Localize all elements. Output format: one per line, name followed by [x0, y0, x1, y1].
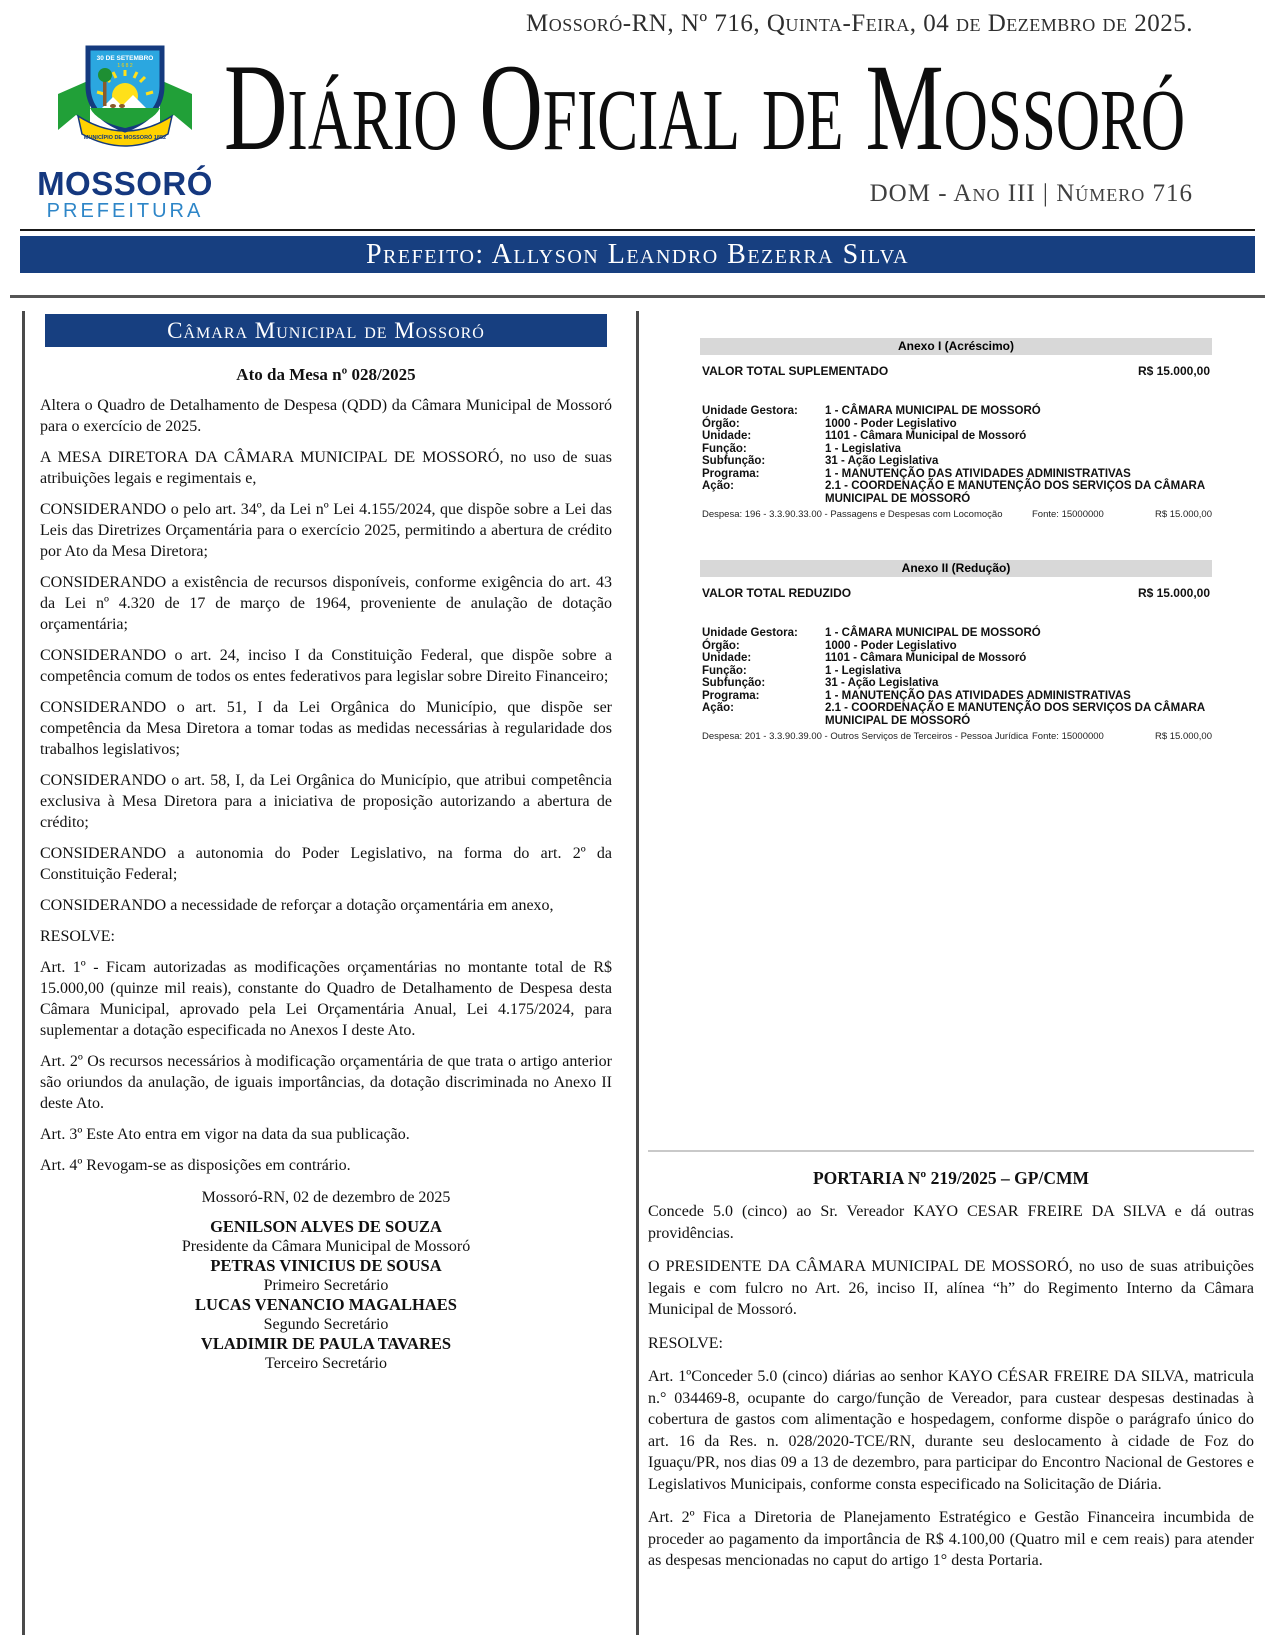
despesa-text: Despesa: 201 - 3.3.90.39.00 - Outros Serviços de Terceiros - Pessoa Jurídica — [702, 731, 1029, 742]
total-label: VALOR TOTAL REDUZIDO — [702, 586, 852, 600]
portaria-title: PORTARIA Nº 219/2025 – GP/CMM — [812, 1168, 1090, 1188]
ato-paragraph: Art. 3º Este Ato entra em vigor na data da sua publicação. — [40, 1126, 410, 1143]
field-row — [702, 665, 1212, 678]
total-label: VALOR TOTAL SUPLEMENTADO — [702, 364, 889, 378]
total-value: R$ 15.000,00 — [1137, 364, 1210, 378]
anexo-2-fields — [700, 627, 1212, 727]
total-value: R$ 15.000,00 — [1137, 586, 1210, 600]
field-row — [702, 455, 1212, 468]
portaria-paragraph: Concede 5.0 (cinco) ao Sr. Vereador KAYO CESAR FREIRE DA SILVA e dá outras providências. — [648, 1203, 1254, 1242]
place-date-line: Mossoró-RN, 02 de dezembro de 2025 — [201, 1189, 451, 1206]
field-row — [702, 418, 1212, 431]
left-border-line — [22, 311, 25, 1635]
field-value: 1101 - Câmara Municipal de Mossoró — [825, 652, 1027, 664]
section-divider — [648, 1150, 1254, 1152]
field-label: Órgão: — [702, 417, 740, 430]
anexo-1-despesa-row — [700, 509, 1212, 520]
field-label: Unidade Gestora: — [702, 405, 798, 417]
ato-paragraph: CONSIDERANDO o art. 58, I, da Lei Orgânica do Município, que atribui competência exclusiva à Mesa Diretora para a iniciativa de proposição autorizando a abertura de crédito; — [40, 772, 612, 831]
field-row — [702, 430, 1212, 443]
anexo-1-total-row — [700, 364, 1212, 378]
prefeito-banner: Prefeito: Allyson Leandro Bezerra Silva — [20, 236, 1255, 273]
signature-block — [40, 1217, 612, 1373]
gazette-title: Diário Oficial de Mossoró — [224, 38, 1186, 177]
content-top-rule — [10, 295, 1265, 298]
masthead-rule — [20, 229, 1255, 231]
field-row — [702, 443, 1212, 456]
palm-leaves — [98, 68, 112, 82]
palm-trunk — [103, 78, 107, 106]
field-label: Órgão: — [702, 639, 740, 652]
field-row — [702, 640, 1212, 653]
field-value: 1 - Legislativa — [825, 664, 902, 677]
field-label: Unidade Gestora: — [702, 627, 798, 639]
signature-role: Terceiro Secretário — [265, 1354, 387, 1372]
field-label: Unidade: — [702, 652, 752, 664]
mossoro-logo — [26, 42, 224, 222]
anexo-2-header: Anexo II (Redução) — [700, 560, 1212, 577]
signature-role: Segundo Secretário — [263, 1315, 389, 1333]
field-value: 1101 - Câmara Municipal de Mossoró — [825, 430, 1027, 442]
anexo-1-table — [700, 338, 1212, 520]
field-row — [702, 405, 1212, 418]
anexos-section — [700, 338, 1212, 782]
despesa-text: Despesa: 196 - 3.3.90.33.00 - Passagens e Despesas com Locomoção — [702, 509, 1003, 520]
signature-role: Primeiro Secretário — [263, 1276, 389, 1294]
field-label: Programa: — [702, 467, 760, 480]
left-column — [40, 310, 612, 1373]
anexo-2-total-row — [700, 586, 1212, 600]
field-value: 31 - Ação Legislativa — [825, 677, 939, 689]
ato-paragraph: CONSIDERANDO o art. 24, inciso I da Constituição Federal, que dispõe sobre a competência comum de todos os entes federativos para legislar sobre Direito Financeiro; — [40, 647, 612, 685]
anexo-1-fields — [700, 405, 1212, 505]
field-value: 1 - CÂMARA MUNICIPAL DE MOSSORÓ — [825, 627, 1041, 639]
ato-paragraph: CONSIDERANDO a existência de recursos disponíveis, conforme exigência do art. 43 da Lei nº 4.320 de 17 de março de 1964, proveniente de anulação de dotação orçamentária; — [40, 574, 612, 633]
fonte-text: Fonte: 15000000 — [1032, 509, 1104, 520]
ato-paragraph: Art. 4º Revogam-se as disposições em contrário. — [40, 1157, 351, 1174]
ato-paragraph: CONSIDERANDO a autonomia do Poder Legislativo, na forma do art. 2º da Constituição Federal; — [40, 845, 612, 883]
section-header-camara: Câmara Municipal de Mossoró — [45, 314, 607, 347]
ato-paragraph: CONSIDERANDO o art. 51, I da Lei Orgânica do Município, que dispõe ser competência da Mesa Diretora a tomar todas as medidas necessárias à regularidade dos trabalhos legislativos; — [40, 699, 612, 758]
portaria-paragraph: O PRESIDENTE DA CÂMARA MUNICIPAL DE MOSSORÓ, no uso de suas atribuições legais e com fulcro no Art. 26, inciso II, alínea “h” do Regimento Interno da Câmara Municipal de Mossoró. — [648, 1258, 1254, 1318]
ato-title: Ato da Mesa nº 028/2025 — [236, 365, 416, 384]
crest-ribbon-text: MUNICÍPIO DE MOSSORÓ 1852 — [83, 135, 167, 141]
portaria-section — [648, 1140, 1254, 1572]
field-label: Ação: — [702, 480, 734, 492]
signature-name: PETRAS VINICIUS DE SOUSA — [210, 1256, 442, 1275]
portaria-paragraph: RESOLVE: — [648, 1334, 723, 1352]
field-label: Subfunção: — [702, 677, 766, 689]
field-label: Função: — [702, 664, 747, 677]
despesa-value: R$ 15.000,00 — [1154, 731, 1212, 742]
field-label: Função: — [702, 442, 747, 455]
goat-figure — [110, 104, 116, 108]
signature-name: VLADIMIR DE PAULA TAVARES — [200, 1334, 452, 1353]
goat-figure — [119, 104, 125, 108]
field-value: 1 - MANUTENÇÃO DAS ATIVIDADES ADMINISTRATIVAS — [825, 467, 1131, 480]
ato-paragraph: Art. 2º Os recursos necessários à modificação orçamentária de que trata o artigo anterior são oriundos da anulação, de iguais importâncias, da dotação discriminada no Anexo II deste Ato. — [40, 1053, 612, 1112]
signature-name: GENILSON ALVES DE SOUZA — [210, 1217, 442, 1236]
fonte-text: Fonte: 15000000 — [1032, 731, 1104, 742]
ato-paragraph: A MESA DIRETORA DA CÂMARA MUNICIPAL DE MOSSORÓ, no uso de suas atribuições legais e regimentais e, — [40, 449, 612, 487]
portaria-paragraph: Art. 2º Fica a Diretoria de Planejamento Estratégico e Gestão Financeira incumbida de proceder ao pagamento da importância de R$ 4.100,00 (Quatro mil e cem reais) para atender as despesas mencionadas no caput do artigo 1° desta Portaria. — [648, 1509, 1254, 1569]
field-value: 2.1 - COORDENAÇÃO E MANUTENÇÃO DOS SERVIÇOS DA CÂMARA MUNICIPAL DE MOSSORÓ — [825, 702, 1205, 727]
portaria-paragraph: Art. 1ºConceder 5.0 (cinco) diárias ao senhor KAYO CÉSAR FREIRE DA SILVA, matricula n.° 034469-8, ocupante do cargo/função de Vereador, para custear despesas destinadas à cobertura de gastos com alimentação e hospedagem, conforme dispõe o parágrafo único do art. 16 da Res. n. 028/2020-TCE/RN, durante seu deslocamento à cidade de Foz do Iguaçu/PR, nos dias 09 a 13 de dezembro, para participar do Encontro Nacional de Gestores e Legislativos Municipais, conforme consta especificado na Solicitação de Diária. — [648, 1368, 1254, 1493]
field-value: 31 - Ação Legislativa — [825, 455, 939, 467]
ato-paragraph: CONSIDERANDO o pelo art. 34º, da Lei nº Lei 4.155/2024, que dispõe sobre a Lei das Leis das Diretrizes Orçamentária para o exercício 2025, permitindo a abertura de crédito por Ato da Mesa Diretora; — [40, 501, 612, 560]
crest-year-text: 1 6 8 2 — [117, 63, 133, 69]
field-row — [702, 627, 1212, 640]
field-row — [702, 702, 1212, 727]
field-row — [702, 690, 1212, 703]
despesa-value: R$ 15.000,00 — [1154, 509, 1212, 520]
field-row — [702, 468, 1212, 481]
logo-subtitle: PREFEITURA — [46, 200, 204, 222]
anexo-1-header: Anexo I (Acréscimo) — [700, 338, 1212, 355]
field-value: 1 - CÂMARA MUNICIPAL DE MOSSORÓ — [825, 405, 1041, 417]
ato-paragraph: Altera o Quadro de Detalhamento de Despesa (QDD) da Câmara Municipal de Mossoró para o exercício de 2025. — [40, 397, 612, 435]
gazette-date-line: Mossoró-RN, Nº 716, Quinta-Feira, 04 de Dezembro de 2025. — [526, 10, 1193, 37]
field-row — [702, 652, 1212, 665]
field-value: 1000 - Poder Legislativo — [825, 417, 957, 430]
field-value: 1 - MANUTENÇÃO DAS ATIVIDADES ADMINISTRATIVAS — [825, 689, 1131, 702]
logo-city-name: MOSSORÓ — [37, 165, 213, 202]
field-value: 1 - Legislativa — [825, 442, 902, 455]
field-value: 2.1 - COORDENAÇÃO E MANUTENÇÃO DOS SERVIÇOS DA CÂMARA MUNICIPAL DE MOSSORÓ — [825, 480, 1205, 505]
field-value: 1000 - Poder Legislativo — [825, 639, 957, 652]
ato-paragraph: Art. 1º - Ficam autorizadas as modificações orçamentárias no montante total de R$ 15.000,00 (quinze mil reais), constante do Quadro de Detalhamento de Despesa desta Câmara Municipal, aprovado pela Lei Orçamentária Anual, Lei 4.175/2024, para suplementar a dotação especificada no Anexos I deste Ato. — [40, 959, 612, 1039]
ato-paragraph: CONSIDERANDO a necessidade de reforçar a dotação orçamentária em anexo, — [40, 897, 554, 914]
field-label: Ação: — [702, 702, 734, 714]
crest-ground — [90, 108, 160, 128]
anexo-2-despesa-row — [700, 731, 1212, 742]
edition-number-line: DOM - Ano III | Número 716 — [869, 180, 1193, 207]
crest-top-text: 30 DE SETEMBRO — [96, 55, 154, 62]
field-label: Subfunção: — [702, 455, 766, 467]
field-label: Unidade: — [702, 430, 752, 442]
mossoro-crest-logo — [50, 42, 200, 160]
field-row — [702, 677, 1212, 690]
field-row — [702, 480, 1212, 505]
ato-paragraph: RESOLVE: — [40, 928, 115, 945]
field-label: Programa: — [702, 689, 760, 702]
anexo-2-table — [700, 560, 1212, 742]
signature-role: Presidente da Câmara Municipal de Mossoró — [181, 1237, 471, 1255]
signature-name: LUCAS VENANCIO MAGALHAES — [195, 1295, 457, 1314]
column-divider-line — [636, 311, 639, 1635]
